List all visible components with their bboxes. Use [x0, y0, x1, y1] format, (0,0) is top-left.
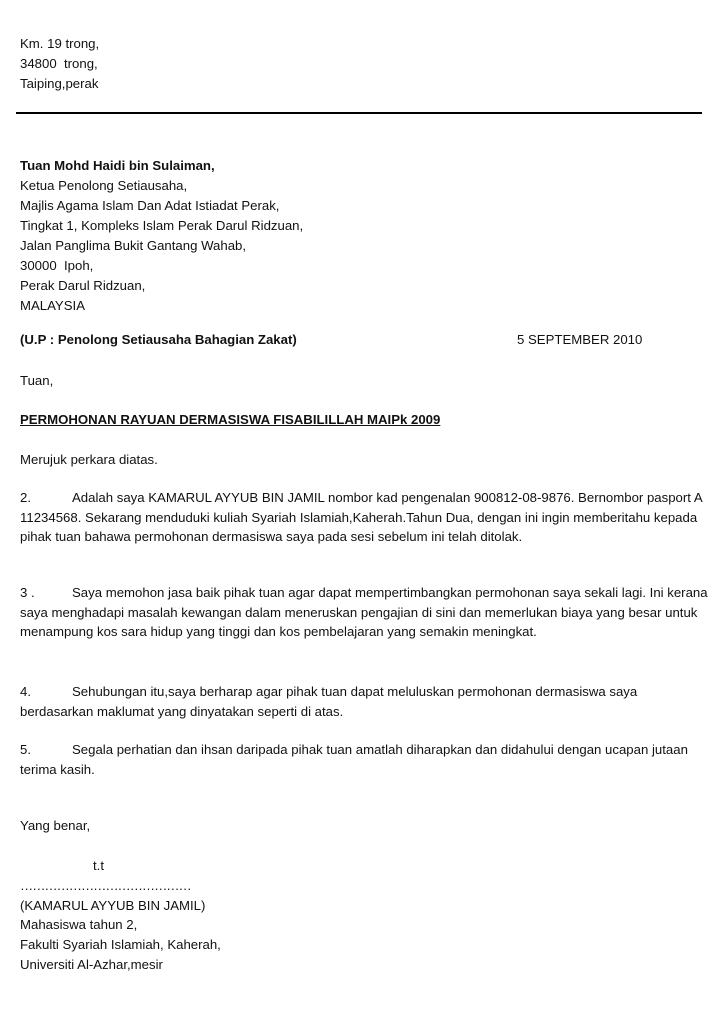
paragraph-number: 2. [20, 490, 31, 505]
sender-address-line-3: Taiping,perak [20, 76, 99, 91]
signature-mark: t.t [93, 858, 104, 873]
signer-line-2: Fakulti Syariah Islamiah, Kaherah, [20, 937, 221, 952]
paragraph-number: 5. [20, 742, 31, 757]
recipient-name: Tuan Mohd Haidi bin Sulaiman, [20, 158, 215, 173]
signature-dotted-line: …………………………………… [20, 878, 191, 893]
paragraph-2 [20, 488, 710, 547]
recipient-line-5: 30000 Ipoh, [20, 258, 94, 273]
signer-name: (KAMARUL AYYUB BIN JAMIL) [20, 898, 206, 913]
letter-date: 5 SEPTEMBER 2010 [517, 332, 643, 347]
salutation: Tuan, [20, 373, 54, 388]
signer-line-1: Mahasiswa tahun 2, [20, 917, 138, 932]
recipient-line-7: MALAYSIA [20, 298, 85, 313]
paragraph-3 [20, 583, 710, 642]
header-divider [16, 112, 702, 114]
closing-line: Yang benar, [20, 818, 91, 833]
paragraph-4 [20, 682, 710, 721]
sender-address-line-2: 34800 trong, [20, 56, 98, 71]
paragraph-text: Adalah saya KAMARUL AYYUB BIN JAMIL nombor kad pengenalan 900812-08-9876. Bernombor pasport A 11234568. Sekarang menduduki kuliah Syariah Islamiah,Kaherah.Tahun Dua, dengan ini ingin memberitahu kepada pihak tuan bahawa permohonan dermasiswa saya pada sesi sebelum ini telah ditolak. [20, 490, 702, 545]
paragraph-text: Saya memohon jasa baik pihak tuan agar dapat mempertimbangkan permohonan saya sekali lagi. Ini kerana saya menghadapi masalah kewangan dalam meneruskan pengajian di sini dan memerlukan biaya yang besar untuk menampung kos sara hidup yang tinggi dan kos pembelajaran yang semakin meningkat. [20, 585, 708, 640]
recipient-line-6: Perak Darul Ridzuan, [20, 278, 146, 293]
recipient-line-4: Jalan Panglima Bukit Gantang Wahab, [20, 238, 247, 253]
recipient-line-3: Tingkat 1, Kompleks Islam Perak Darul Ridzuan, [20, 218, 304, 233]
paragraph-number: 3 . [20, 585, 35, 600]
reference-line: Merujuk perkara diatas. [20, 452, 158, 467]
recipient-line-1: Ketua Penolong Setiausaha, [20, 178, 188, 193]
sender-address-line-1: Km. 19 trong, [20, 36, 100, 51]
subject-line: PERMOHONAN RAYUAN DERMASISWA FISABILILLAH MAIPk 2009 [20, 412, 441, 427]
attention-line: (U.P : Penolong Setiausaha Bahagian Zakat) [20, 332, 297, 347]
recipient-line-2: Majlis Agama Islam Dan Adat Istiadat Perak, [20, 198, 280, 213]
paragraph-5 [20, 740, 710, 779]
signer-line-3: Universiti Al-Azhar,mesir [20, 957, 163, 972]
paragraph-text: Segala perhatian dan ihsan daripada pihak tuan amatlah diharapkan dan didahului dengan ucapan jutaan terima kasih. [20, 742, 688, 777]
paragraph-number: 4. [20, 684, 31, 699]
paragraph-text: Sehubungan itu,saya berharap agar pihak tuan dapat meluluskan permohonan dermasiswa saya berdasarkan maklumat yang dinyatakan seperti di atas. [20, 684, 638, 719]
